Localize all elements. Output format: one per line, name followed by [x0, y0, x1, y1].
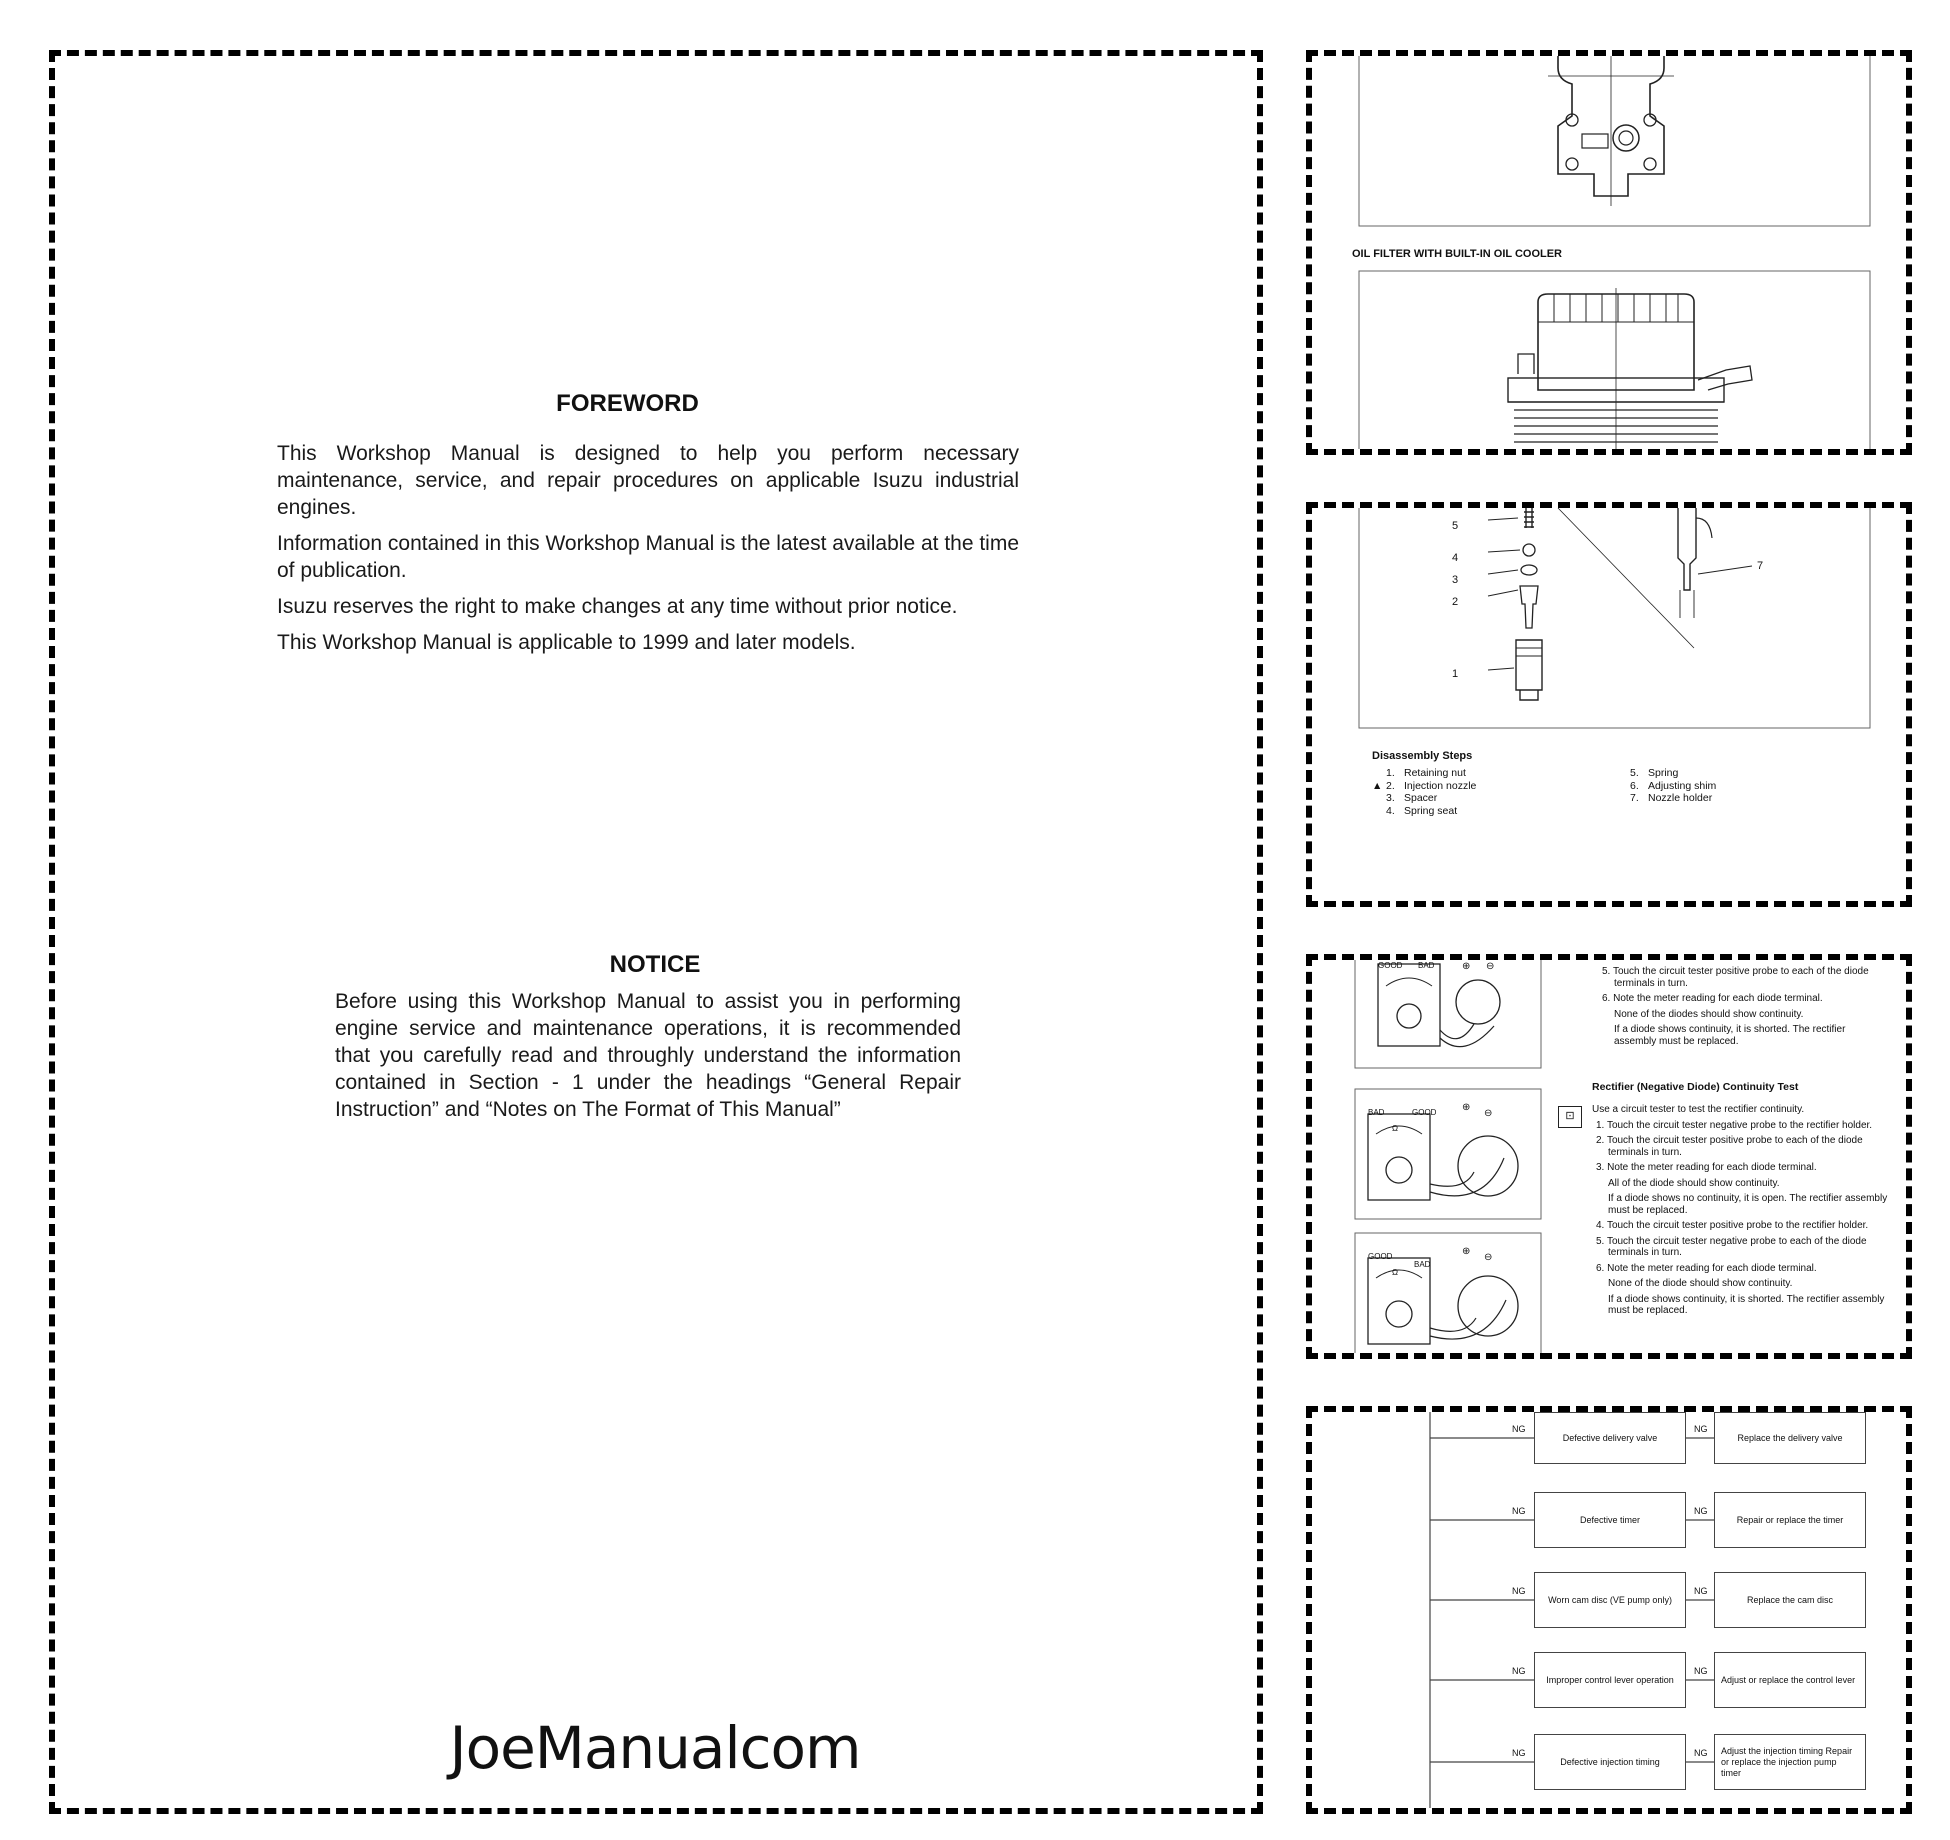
- flow-cause-box: Defective timer: [1534, 1492, 1686, 1548]
- step-row: ▲ 2. Injection nozzle: [1372, 779, 1477, 792]
- foreword-title: FOREWORD: [556, 390, 699, 417]
- main-page-preview[interactable]: [49, 50, 1263, 1814]
- procedure-step: 4. Touch the circuit tester positive probe to the rectifier holder.: [1596, 1220, 1869, 1231]
- flow-remedy-box: Replace the cam disc: [1714, 1572, 1866, 1628]
- flow-remedy-box: Adjust or replace the control lever: [1714, 1652, 1866, 1708]
- tester-icon: ⊡: [1558, 1106, 1582, 1128]
- step-row: 3. Spacer: [1386, 792, 1438, 804]
- ng-label: NG: [1694, 1506, 1708, 1516]
- callout-3: 3: [1452, 574, 1459, 586]
- ng-label: NG: [1512, 1666, 1526, 1676]
- procedure-intro: Use a circuit tester to test the rectifier continuity.: [1592, 1104, 1805, 1115]
- procedure-step: 5. Touch the circuit tester positive probe to each of the diode terminals in turn.: [1602, 966, 1869, 989]
- disassembly-steps-left: [1372, 767, 1476, 817]
- procedure-step: 6. Note the meter reading for each diode terminal.: [1596, 1262, 1817, 1274]
- plus-terminal-icon: ⊕: [1462, 961, 1471, 972]
- flow-remedy-box: Replace the delivery valve: [1714, 1412, 1866, 1464]
- ng-label: NG: [1512, 1506, 1526, 1516]
- procedure-step: 2. Touch the circuit tester positive probe to each of the diode terminals in turn.: [1596, 1135, 1863, 1158]
- triangle-marker-icon: ▲: [1372, 779, 1383, 792]
- ohm-symbol: Ω: [1392, 1268, 1398, 1277]
- ohm-symbol: Ω: [1392, 1124, 1398, 1133]
- meter-label-good: GOOD: [1378, 961, 1403, 970]
- oil-cooler-illustration: [1358, 270, 1872, 455]
- meter-label-bad: BAD: [1418, 961, 1435, 970]
- meter-label-good: GOOD: [1412, 1108, 1437, 1117]
- minus-terminal-icon: ⊖: [1484, 1252, 1493, 1263]
- rectifier-top-text: [1598, 966, 1888, 1051]
- minus-terminal-icon: ⊖: [1486, 961, 1495, 972]
- ng-label: NG: [1694, 1666, 1708, 1676]
- oil-filter-caption: OIL FILTER WITH BUILT-IN OIL COOLER: [1352, 248, 1563, 260]
- step-row: 6. Adjusting shim: [1630, 779, 1717, 792]
- notice-paragraph: Before using this Workshop Manual to assist you in performing engine service and maintenance operations, it is recommended that you carefully read and throughly understand the information contained in Section - 1 under the headings “General Repair Instruction” and “Notes on The Format of This Manual”: [335, 990, 961, 1121]
- step-row: 7. Nozzle holder: [1630, 792, 1713, 804]
- procedure-step: 6. Note the meter reading for each diode terminal.: [1602, 993, 1823, 1004]
- callout-2: 2: [1452, 596, 1459, 608]
- notice-title: NOTICE: [609, 951, 701, 978]
- flow-remedy-box: Adjust the injection timing Repair or replace the injection pump timer: [1714, 1734, 1866, 1790]
- step-row: 4. Spring seat: [1386, 804, 1458, 817]
- rectifier-section-heading: Rectifier (Negative Diode) Continuity Test: [1592, 1081, 1799, 1093]
- procedure-note: If a diode shows continuity, it is shorted. The rectifier assembly must be replaced.: [1614, 1024, 1846, 1047]
- ng-label: NG: [1694, 1424, 1708, 1434]
- procedure-note: None of the diode should show continuity.: [1608, 1278, 1793, 1289]
- flow-cause-box: Worn cam disc (VE pump only): [1534, 1572, 1686, 1628]
- foreword-body: [277, 440, 1019, 665]
- disassembly-steps-title: Disassembly Steps: [1372, 750, 1473, 762]
- meter-label-good: GOOD: [1368, 1252, 1393, 1261]
- disassembly-steps-right: [1630, 767, 1716, 805]
- thumbnail-injection-nozzle-page[interactable]: [1306, 502, 1912, 907]
- step-row: 5. Spring: [1630, 767, 1679, 779]
- meter-label-bad: BAD: [1368, 1108, 1385, 1117]
- injection-nozzle-exploded-view: [1358, 508, 1872, 730]
- ng-label: NG: [1694, 1748, 1708, 1758]
- foreword-paragraph: This Workshop Manual is designed to help you perform necessary maintenance, service, and repair procedures on applicable Isuzu industrial engines.: [277, 442, 1019, 519]
- notice-body: [335, 988, 961, 1123]
- thumbnail-rectifier-test-page[interactable]: [1306, 954, 1912, 1359]
- watermark-text: JoeManualcom: [449, 1714, 861, 1782]
- flow-cause-box: Defective injection timing: [1534, 1734, 1686, 1790]
- thumbnail-troubleshooting-flowchart-page[interactable]: [1306, 1406, 1912, 1814]
- rectifier-procedure-text: [1592, 1104, 1888, 1321]
- plus-terminal-icon: ⊕: [1462, 1102, 1471, 1113]
- callout-7: 7: [1757, 560, 1764, 572]
- procedure-note: None of the diodes should show continuity.: [1614, 1008, 1804, 1020]
- minus-terminal-icon: ⊖: [1484, 1108, 1493, 1119]
- flow-remedy-box: Repair or replace the timer: [1714, 1492, 1866, 1548]
- foreword-paragraph: Isuzu reserves the right to make changes at any time without prior notice.: [277, 595, 958, 618]
- callout-5: 5: [1452, 520, 1459, 532]
- ng-label: NG: [1512, 1586, 1526, 1596]
- meter-label-bad: BAD: [1414, 1260, 1431, 1269]
- procedure-step: 1. Touch the circuit tester negative probe to the rectifier holder.: [1596, 1119, 1873, 1131]
- procedure-note: All of the diode should show continuity.: [1608, 1177, 1780, 1189]
- step-row: 1. Retaining nut: [1386, 767, 1466, 779]
- circuit-tester-diagram-top: [1354, 960, 1544, 1070]
- ng-label: NG: [1694, 1586, 1708, 1596]
- thumbnail-oil-filter-page[interactable]: [1306, 50, 1912, 455]
- oil-filter-housing-illustration: [1358, 56, 1872, 228]
- ng-label: NG: [1512, 1748, 1526, 1758]
- procedure-step: 5. Touch the circuit tester negative probe to each of the diode terminals in turn.: [1596, 1235, 1867, 1258]
- foreword-paragraph: Information contained in this Workshop Manual is the latest available at the time of publication.: [277, 532, 1020, 582]
- callout-1: 1: [1452, 668, 1459, 680]
- callout-4: 4: [1452, 552, 1459, 564]
- foreword-paragraph: This Workshop Manual is applicable to 1999 and later models.: [277, 631, 856, 654]
- ng-label: NG: [1512, 1424, 1526, 1434]
- flow-cause-box: Improper control lever operation: [1534, 1652, 1686, 1708]
- procedure-note: If a diode shows no continuity, it is open. The rectifier assembly must be replaced.: [1608, 1193, 1888, 1216]
- flow-cause-box: Defective delivery valve: [1534, 1412, 1686, 1464]
- procedure-step: 3. Note the meter reading for each diode terminal.: [1596, 1162, 1817, 1173]
- procedure-note: If a diode shows continuity, it is shorted. The rectifier assembly must be replaced.: [1608, 1293, 1885, 1316]
- plus-terminal-icon: ⊕: [1462, 1246, 1471, 1257]
